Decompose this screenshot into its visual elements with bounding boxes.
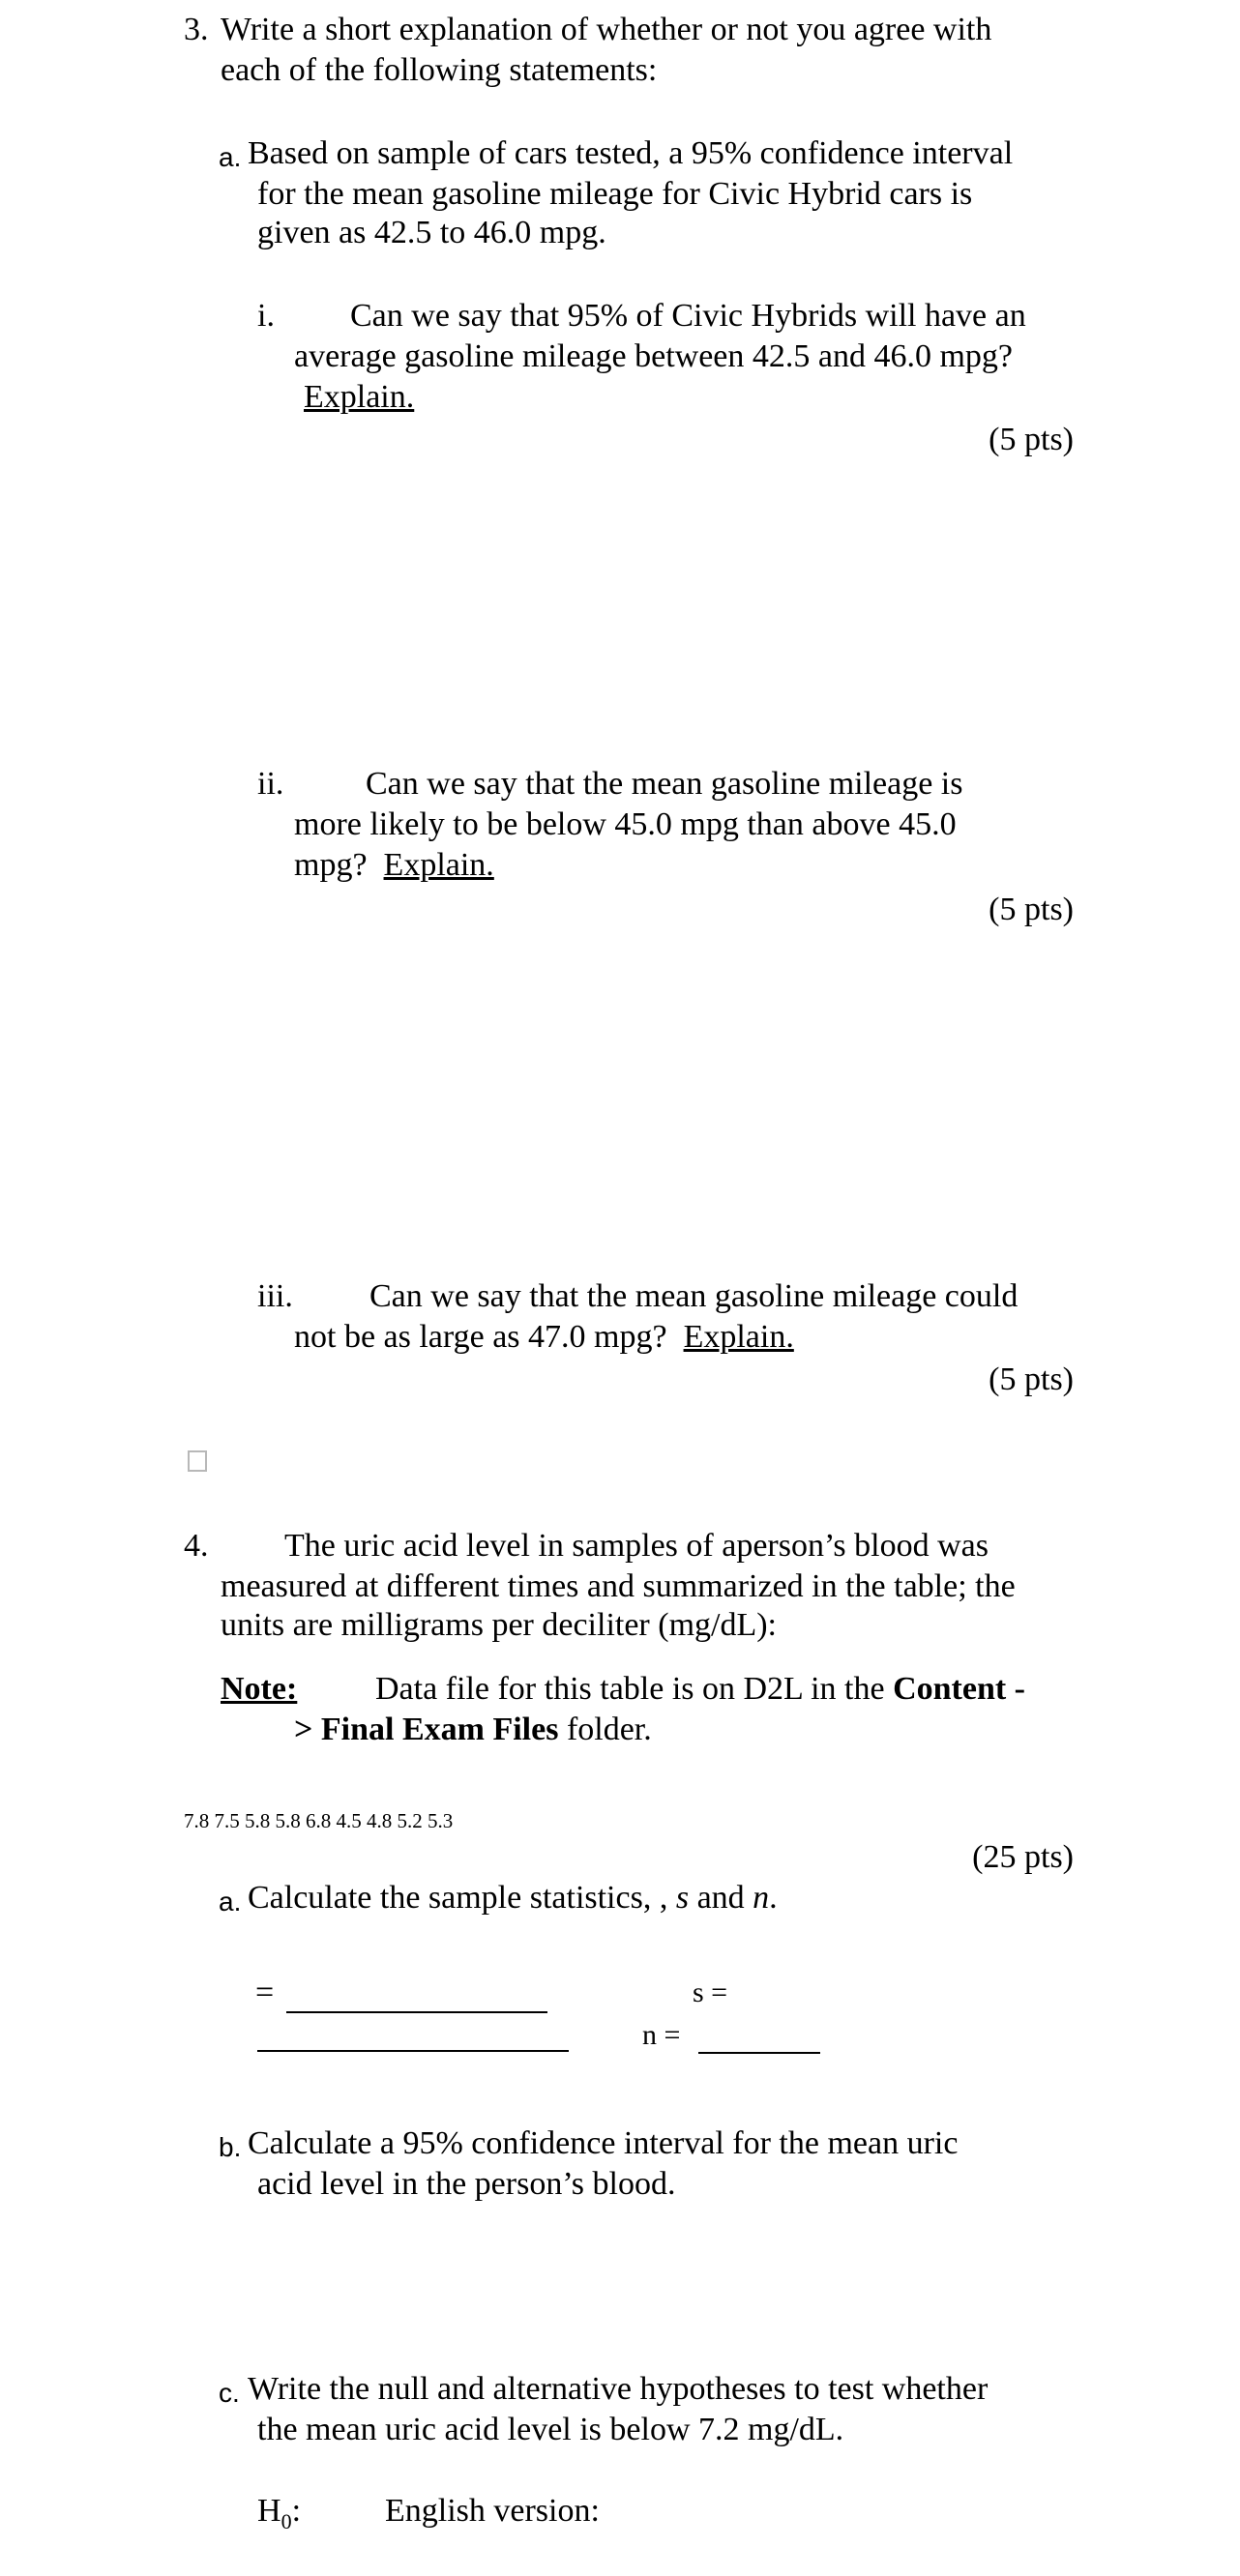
q4b-line2: acid level in the person’s blood. — [257, 2166, 676, 2202]
q4a-n-blank[interactable] — [698, 2023, 820, 2054]
q4a-mean-eq: = — [255, 1975, 275, 2010]
q4a-text — [248, 1878, 778, 1917]
q4-line3: units are milligrams per deciliter (mg/dL): — [221, 1607, 777, 1643]
q3-number: 3. — [184, 12, 209, 47]
q3iii-explain: Explain. — [683, 1319, 794, 1355]
q4-note-line1 — [221, 1669, 297, 1709]
q4a-s-var: s — [675, 1880, 690, 1916]
q4-note-line2 — [294, 1710, 652, 1749]
q3i-line2: average gasoline mileage between 42.5 and 46.0 mpg? — [294, 338, 1014, 374]
q3i-marker: i. — [257, 298, 275, 334]
q3iii-marker: iii. — [257, 1278, 293, 1314]
q4c-h0 — [257, 2491, 301, 2541]
q4c-h0-sub: 0 — [280, 2508, 292, 2533]
q3i-points: (5 pts) — [989, 422, 1074, 457]
q4c-h0-label: H — [257, 2493, 281, 2529]
q4-note-post: folder. — [566, 1712, 652, 1747]
q4c-marker: c. — [219, 2378, 240, 2408]
q3a-marker: a. — [219, 142, 242, 172]
q4a-s-label: s = — [693, 1976, 728, 2008]
q3ii-line1: Can we say that the mean gasoline mileage is — [366, 766, 963, 802]
q3iii-line2-text: not be as large as 47.0 mpg? — [294, 1319, 667, 1355]
q3-intro-line1: Write a short explanation of whether or not you agree with — [221, 12, 992, 47]
q4c-h0-colon: : — [291, 2493, 302, 2529]
empty-checkbox[interactable] — [188, 1450, 207, 1472]
q4-number: 4. — [184, 1528, 209, 1564]
q3iii-line1: Can we say that the mean gasoline mileage could — [369, 1278, 1019, 1314]
q3iii-points: (5 pts) — [989, 1361, 1074, 1397]
q4b-marker: b. — [219, 2132, 242, 2162]
q3a-line3: given as 42.5 to 46.0 mpg. — [257, 215, 606, 250]
q4a-n-var: n — [753, 1880, 770, 1916]
q4-note-bold1: Content - — [893, 1671, 1025, 1707]
q3ii-points: (5 pts) — [989, 892, 1074, 927]
q3a-line2: for the mean gasoline mileage for Civic Hybrid cars is — [257, 176, 973, 212]
q3ii-line2: more likely to be below 45.0 mpg than above 45.0 — [294, 806, 957, 842]
q3ii-line3 — [294, 845, 494, 885]
q4b-line1: Calculate a 95% confidence interval for the mean uric — [248, 2125, 959, 2161]
q4a-and: and — [696, 1880, 745, 1916]
q4-line1: The uric acid level in samples of aperson’s blood was — [284, 1528, 989, 1564]
q3i-line1: Can we say that 95% of Civic Hybrids will have an — [350, 298, 1026, 334]
q4-data-row: 7.8 7.5 5.8 5.8 6.8 4.5 4.8 5.2 5.3 — [184, 1809, 454, 1832]
q3i-explain: Explain. — [304, 379, 415, 415]
q4c-line2: the mean uric acid level is below 7.2 mg/dL. — [257, 2412, 844, 2447]
q4-note-text1 — [375, 1669, 1025, 1709]
q4a-mean-blank[interactable] — [286, 1982, 547, 2013]
q3a-line1: Based on sample of cars tested, a 95% confidence interval — [248, 135, 1014, 171]
q4c-english-label: English version: — [385, 2493, 600, 2529]
q3ii-explain: Explain. — [383, 847, 494, 883]
q4a-text-pre: Calculate the sample statistics, , — [248, 1880, 668, 1916]
q4a-marker: a. — [219, 1887, 242, 1917]
q4-note-bold2: > Final Exam Files — [294, 1712, 559, 1747]
q4-note-label: Note: — [221, 1671, 298, 1707]
q4a-n-label: n = — [642, 2019, 681, 2051]
q3iii-line2 — [294, 1317, 794, 1357]
q4-points: (25 pts) — [972, 1839, 1074, 1875]
q3ii-line3-text: mpg? — [294, 847, 368, 883]
q3-intro-line2: each of the following statements: — [221, 52, 658, 88]
q4-note-pre: Data file for this table is on D2L in the — [375, 1671, 885, 1707]
q4a-period: . — [769, 1880, 778, 1916]
q3ii-marker: ii. — [257, 766, 284, 802]
q4c-line1: Write the null and alternative hypotheses to test whether — [248, 2371, 989, 2407]
q4a-s-blank[interactable] — [257, 2021, 569, 2052]
q4-line2: measured at different times and summarized in the table; the — [221, 1568, 1016, 1604]
